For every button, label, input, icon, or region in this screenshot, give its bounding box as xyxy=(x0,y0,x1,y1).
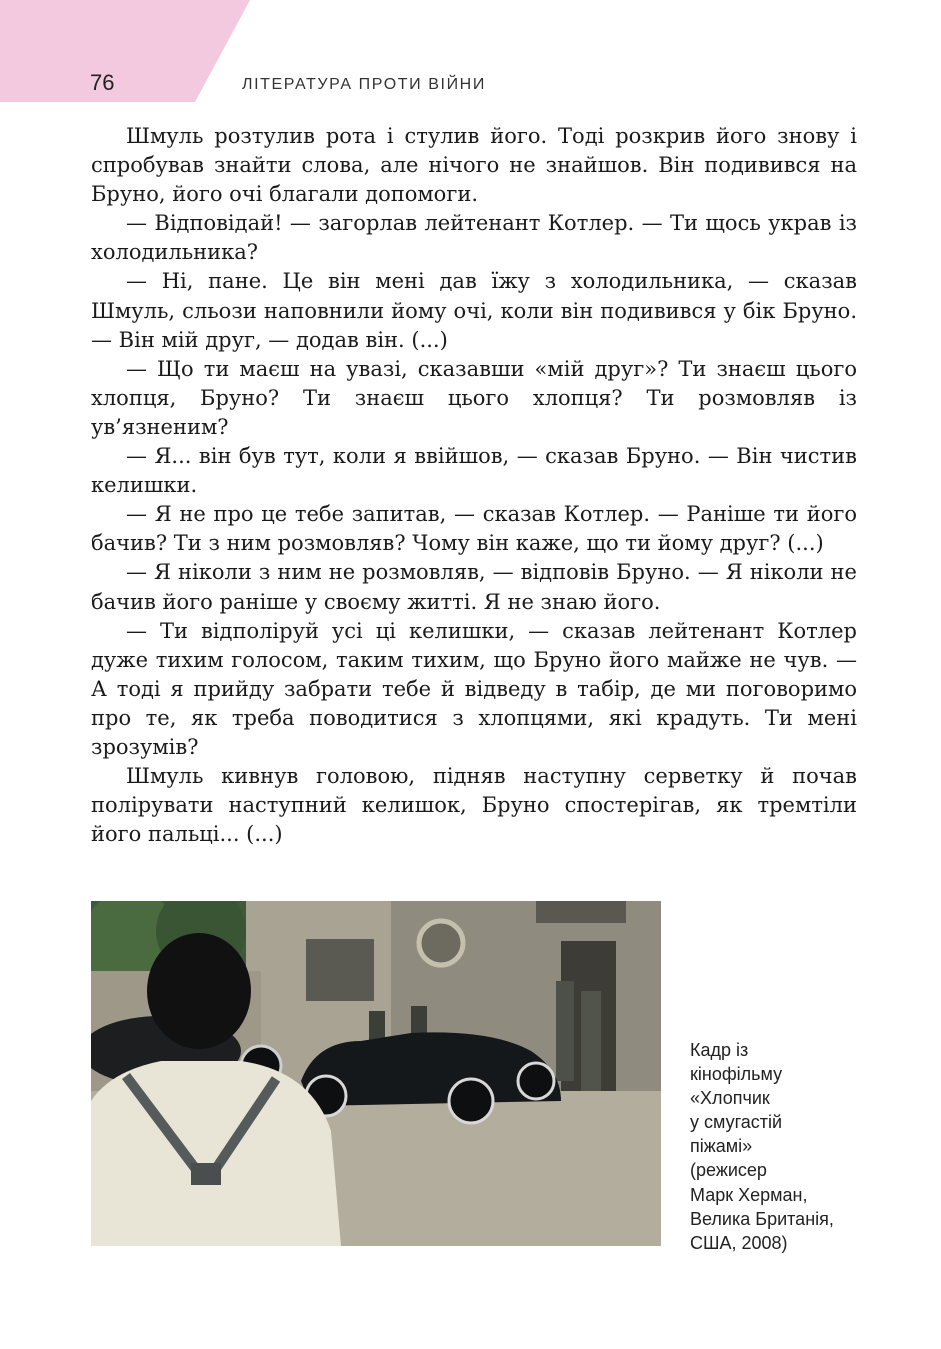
paragraph: — Відповідай! — загорлав лейтенант Котлер. — Ти щось украв із холодильника? xyxy=(91,211,857,265)
paragraph: Шмуль кивнув головою, підняв наступну серветку й почав полірувати наступний келишок, Бруно спостерігав, як тремтіли його пальці... (...) xyxy=(91,764,857,847)
paragraph: — Я... він був тут, коли я ввійшов, — сказав Бруно. — Він чистив келишки. xyxy=(91,444,857,498)
caption-line: (режисер xyxy=(690,1160,767,1181)
paragraph: — Ні, пане. Це він мені дав їжу з холодильника, — сказав Шмуль, сльози наповнили йому очі, коли він подивився у бік Бруно. — Він мій друг, — додав він. (...) xyxy=(91,269,857,352)
paragraph: — Що ти маєш на увазі, сказавши «мій друг»? Ти знаєш цього хлопця, Бруно? Ти знаєш цього хлопця? Ти розмовляв із ув’язненим? xyxy=(91,356,857,439)
caption-line: Велика Британія, xyxy=(690,1208,834,1229)
caption-line: піжамі» xyxy=(690,1136,753,1157)
page-corner-accent xyxy=(0,0,250,102)
paragraph: — Я не про це тебе запитав, — сказав Котлер. — Раніше ти його бачив? Ти з ним розмовляв? Чому він каже, що ти йому друг? (...) xyxy=(91,502,857,556)
caption-line: «Хлопчик xyxy=(690,1088,770,1109)
body-text xyxy=(91,122,857,849)
caption-line: кінофільму xyxy=(690,1064,783,1085)
running-title: ЛІТЕРАТУРА ПРОТИ ВІЙНИ xyxy=(242,76,486,93)
caption-line: у смугастій xyxy=(690,1112,783,1133)
caption-line: США, 2008) xyxy=(690,1232,788,1253)
paragraph: — Ти відполіруй усі ці келишки, — сказав лейтенант Котлер дуже тихим голосом, таким тихим, що Бруно його майже не чув. — А тоді я прийду забрати тебе й відведу в табір, де ми поговоримо про те, як треба поводитися з хлопцями, які крадуть. Ти мені зрозумів? xyxy=(91,618,857,759)
page-number: 76 xyxy=(90,70,115,95)
film-still-image xyxy=(91,901,661,1246)
paragraph: Шмуль розтулив рота і стулив його. Тоді розкрив його знову і спробував знайти слова, але нічого не знайшов. Він подивився на Бруно, його очі благали допомоги. xyxy=(91,124,857,207)
caption-line: Марк Херман, xyxy=(690,1184,808,1205)
caption-line: Кадр із xyxy=(690,1040,749,1060)
paragraph: — Я ніколи з ним не розмовляв, — відповів Бруно. — Я ніколи не бачив його раніше у своєму житті. Я не знаю його. xyxy=(91,560,857,614)
figure-caption xyxy=(690,1038,890,1255)
